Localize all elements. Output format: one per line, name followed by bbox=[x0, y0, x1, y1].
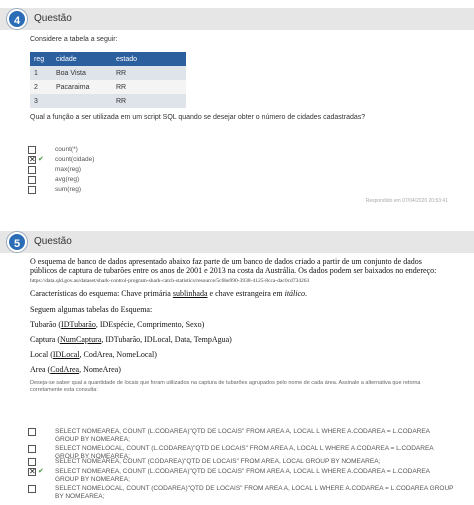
question-text: Deseja-se saber qual a quantidade de locais que foram utilizados na captura de tubarões agrupados pelo nome de cada área. Assinale a alternativa que retorna corretamente esta consulta: bbox=[30, 380, 421, 393]
table-cell: RR bbox=[112, 66, 186, 80]
features-text: e chave estrangeira em bbox=[207, 289, 285, 298]
option-label: SELECT NOMELOCAL, COUNT (CODAREA)"QTD DE LOCAIS" FROM AREA A, LOCAL L WHERE A.CODAREA = L.CODAREA GROUP BY NOMEAREA; bbox=[55, 485, 454, 500]
option-label: count(cidade) bbox=[55, 156, 95, 163]
checkbox[interactable] bbox=[28, 485, 36, 493]
primary-key: NumCaptura bbox=[60, 335, 102, 344]
table-header: estado bbox=[112, 52, 186, 66]
features-italic: itálico bbox=[284, 289, 306, 298]
option-label: sum(reg) bbox=[55, 186, 82, 193]
schema-table-tubarao: Tubarão (IDTubarão, IDEspécie, Comprimento, Sexo) bbox=[30, 320, 205, 329]
table-name: Local bbox=[30, 350, 49, 359]
table-cell: 1 bbox=[30, 66, 52, 80]
schema-table-local: Local (IDLocal, CodArea, NomeLocal) bbox=[30, 350, 157, 359]
option-label: SELECT NOMEAREA, COUNT (L.CODAREA)"QTD DE LOCAIS" FROM AREA A, LOCAL L WHERE A.CODAREA = L.CODAREA GROUP BY NOMEAREA; bbox=[55, 468, 430, 483]
table-columns: , IDEspécie, Comprimento, Sexo) bbox=[95, 320, 205, 329]
schema-features bbox=[30, 289, 307, 298]
checkbox[interactable] bbox=[28, 146, 36, 154]
table-name: Tubarão bbox=[30, 320, 57, 329]
table-header: reg bbox=[30, 52, 52, 66]
checkbox[interactable] bbox=[28, 176, 36, 184]
some-tables-heading: Seguem algumas tabelas do Esquema: bbox=[30, 305, 153, 314]
table-name: Area bbox=[30, 365, 46, 374]
table-cell bbox=[52, 94, 112, 108]
table-row bbox=[30, 80, 186, 94]
option-label: max(reg) bbox=[55, 166, 82, 173]
primary-key: IDLocal bbox=[52, 350, 80, 359]
features-text: Características do esquema: Chave primária bbox=[30, 289, 173, 298]
features-text: . bbox=[305, 289, 308, 298]
primary-key: IDTubarão bbox=[61, 320, 96, 329]
table-cell: Boa Vista bbox=[52, 66, 112, 80]
dataset-url[interactable]: https://data.qld.gov.au/dataset/shark-control-program-shark-catch-statistics/resource/5c6be990-3938-4125-8cca-dac0cd734263 bbox=[30, 278, 310, 284]
correct-check-icon: ✔ bbox=[38, 468, 44, 475]
option-label: avg(reg) bbox=[55, 176, 80, 183]
schema-table-area: Area (CodArea, NomeArea) bbox=[30, 365, 121, 374]
answered-timestamp: Respondido em 07/04/2020 20:53:41 bbox=[365, 198, 448, 204]
option-label: count(*) bbox=[55, 146, 78, 153]
schema-table-captura: Captura (NumCaptura, IDTubarão, IDLocal, Data, TempAgua) bbox=[30, 335, 232, 344]
checkbox[interactable] bbox=[28, 186, 36, 194]
question-title: Questão bbox=[34, 13, 72, 24]
table-header: cidade bbox=[52, 52, 112, 66]
checkbox-checked[interactable] bbox=[28, 156, 36, 164]
table-row bbox=[30, 94, 186, 108]
table-cell: 3 bbox=[30, 94, 52, 108]
table-cell: 2 bbox=[30, 80, 52, 94]
cities-table bbox=[30, 52, 186, 108]
table-columns: , NomeArea) bbox=[79, 365, 121, 374]
features-underlined: sublinhada bbox=[172, 289, 208, 298]
question-text: Qual a função a ser utilizada em um script SQL quando se desejar obter o número de cidades cadastradas? bbox=[30, 114, 366, 121]
question-4-header bbox=[0, 8, 474, 30]
table-row bbox=[30, 66, 186, 80]
primary-key: CodArea bbox=[50, 365, 80, 374]
checkbox-checked[interactable] bbox=[28, 468, 36, 476]
question-title: Questão bbox=[34, 236, 72, 247]
option-label: SELECT NOMEAREA, COUNT (CODAREA)"QTD DE LOCAIS" FROM AREA, LOCAL GROUP BY NOMEAREA; bbox=[55, 458, 381, 465]
checkbox[interactable] bbox=[28, 166, 36, 174]
checkbox[interactable] bbox=[28, 445, 36, 453]
table-columns: , IDTubarão, IDLocal, Data, TempAgua) bbox=[101, 335, 232, 344]
option-label: SELECT NOMELOCAL, COUNT (L.CODAREA)"QTD DE LOCAIS" FROM AREA A, LOCAL L WHERE A.CODAREA = L.CODAREA GROUP BY NOMEAREA; bbox=[55, 445, 434, 460]
intro-text: O esquema de banco de dados apresentado abaixo faz parte de um banco de dados criado a partir de um conjunto de dados públicos de captura de tubarões entre os anos de 2001 e 2013 na costa da Austrália. Os dados podem ser baixados no endereço: bbox=[30, 257, 437, 275]
checkbox[interactable] bbox=[28, 458, 36, 466]
table-cell: RR bbox=[112, 94, 186, 108]
question-intro: Considere a tabela a seguir: bbox=[30, 36, 118, 43]
correct-check-icon: ✔ bbox=[38, 156, 44, 163]
question-intro bbox=[30, 257, 450, 286]
question-number-badge: 4 bbox=[7, 9, 27, 29]
question-5-header bbox=[0, 231, 474, 253]
table-cell: RR bbox=[112, 80, 186, 94]
table-columns: , CodArea, NomeLocal) bbox=[79, 350, 157, 359]
table-name: Captura bbox=[30, 335, 56, 344]
checkbox[interactable] bbox=[28, 428, 36, 436]
question-number-badge: 5 bbox=[7, 232, 27, 252]
table-cell: Pacaraima bbox=[52, 80, 112, 94]
option-label: SELECT NOMEAREA, COUNT (L.CODAREA)"QTD DE LOCAIS" FROM AREA A, LOCAL L WHERE A.CODAREA = L.CODAREA GROUP BY NOMEAREA; bbox=[55, 428, 430, 443]
